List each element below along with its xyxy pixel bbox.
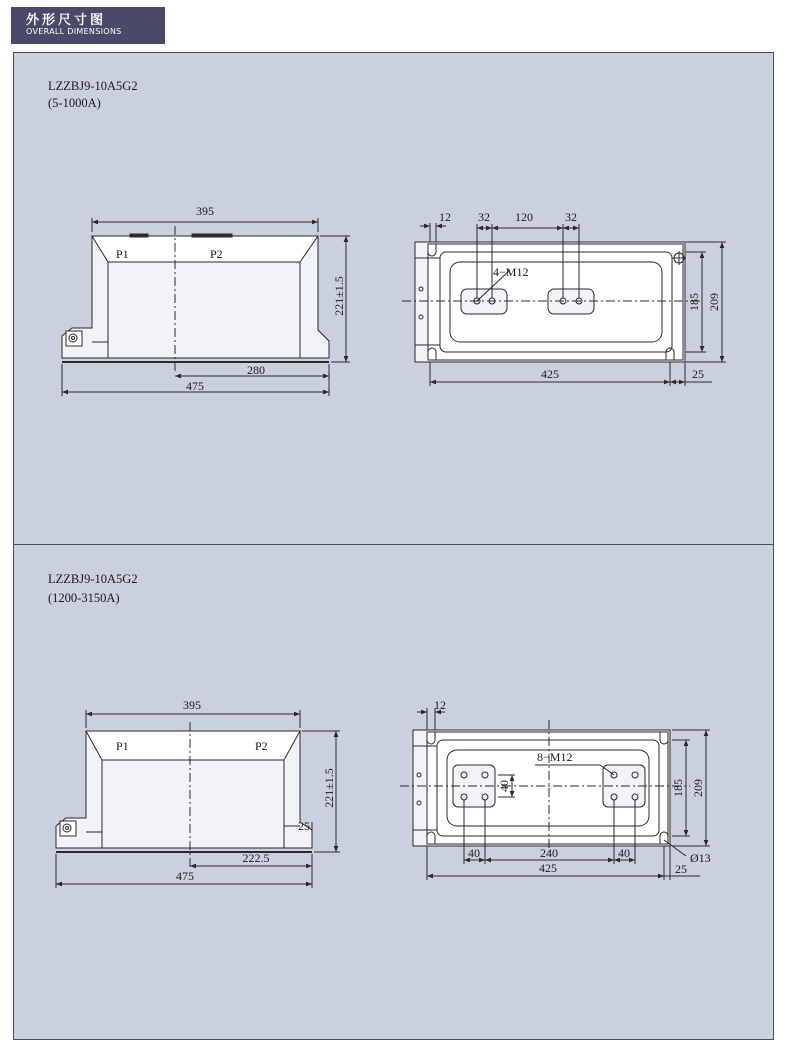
dim-plan-top-209: 209	[707, 293, 721, 311]
dim-plan-bottom-185: 185	[671, 779, 685, 797]
dim-plan-bottom-425: 425	[539, 861, 557, 875]
dim-bottom-half-width: 222.5	[242, 851, 270, 865]
dim-top-width-395: 395	[196, 204, 214, 218]
dim-bottom-height: 221±1.5	[322, 768, 336, 808]
label-p2-bottom: P2	[255, 739, 268, 753]
label-p2-top: P2	[210, 247, 223, 261]
dim-plan-bottom-40b: 40	[618, 846, 630, 860]
dim-plan-bottom-25: 25	[675, 862, 687, 876]
plan-view-top	[402, 223, 726, 386]
dim-plan-top-25: 25	[692, 367, 704, 381]
dim-plan-top-185: 185	[687, 293, 701, 311]
label-p1-bottom: P1	[116, 739, 129, 753]
dim-bottom-foot-25: 25	[298, 819, 310, 833]
current-range-top: (5-1000A)	[48, 96, 101, 110]
dim-plan-top-425: 425	[541, 367, 559, 381]
dim-top-base-475: 475	[186, 379, 204, 393]
dim-plan-bottom-209: 209	[691, 779, 705, 797]
dim-plan-bottom-40-vertical: 40	[497, 780, 511, 792]
dim-plan-top-12: 12	[439, 210, 451, 224]
front-view-top	[62, 218, 350, 396]
dim-bottom-width-395: 395	[183, 698, 201, 712]
section-title-en: OVERALL DIMENSIONS	[26, 27, 122, 36]
dim-plan-bottom-40a: 40	[468, 846, 480, 860]
dim-plan-top-32b: 32	[565, 210, 577, 224]
dim-plan-top-32a: 32	[478, 210, 490, 224]
thread-label-bottom: 8−M12	[537, 750, 573, 764]
thread-label-top: 4−M12	[493, 265, 529, 279]
dim-bottom-base-475: 475	[176, 869, 194, 883]
hole-diameter-label: Ø13	[690, 851, 711, 865]
dim-plan-top-120: 120	[515, 210, 533, 224]
dim-top-half-width-280: 280	[247, 363, 265, 377]
label-p1-top: P1	[116, 247, 129, 261]
front-view-bottom	[56, 710, 340, 888]
model-name-top: LZZBJ9-10A5G2	[48, 79, 138, 93]
section-title-cn: 外形尺寸图	[26, 13, 107, 28]
dim-plan-bottom-240: 240	[540, 846, 558, 860]
model-name-bottom: LZZBJ9-10A5G2	[48, 572, 138, 586]
dim-plan-bottom-12: 12	[434, 698, 446, 712]
current-range-bottom: (1200-3150A)	[48, 591, 120, 605]
dim-top-height: 221±1.5	[332, 276, 346, 316]
